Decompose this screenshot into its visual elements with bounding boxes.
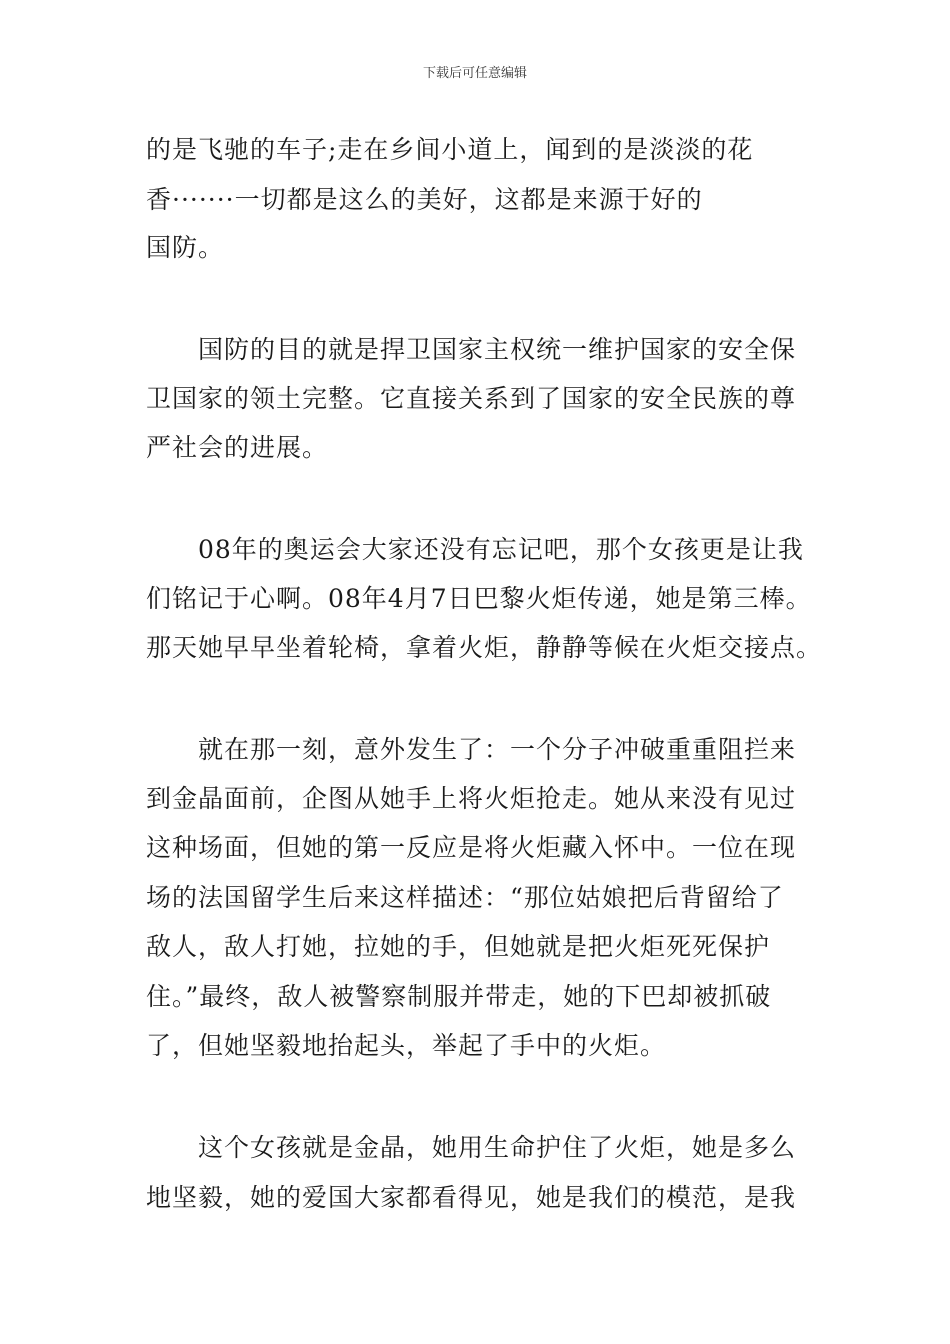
- text-line: 香·······一切都是这么的美好，这都是来源于好的: [146, 185, 703, 214]
- paragraph-first-line: 08年的奥运会大家还没有忘记吧，那个女孩更是让我: [198, 535, 804, 564]
- text-line: 卫国家的领土完整。它直接关系到了国家的安全民族的尊: [146, 384, 797, 413]
- paragraph-first-line: 国防的目的就是捍卫国家主权统一维护国家的安全保: [198, 335, 797, 364]
- page-header: 下载后可任意编辑: [422, 66, 527, 81]
- text-line: 国防。: [146, 233, 225, 262]
- paragraph-first-line: 这个女孩就是金晶，她用生命护住了火炬，她是多么: [198, 1133, 797, 1162]
- text-line: 那天她早早坐着轮椅，拿着火炬，静静等候在火炬交接点。: [146, 633, 823, 662]
- text-line: 敌人，敌人打她，拉她的手，但她就是把火炬死死保护: [146, 932, 771, 961]
- text-line: 这种场面，但她的第一反应是将火炬藏入怀中。一位在现: [146, 833, 797, 862]
- text-line: 的是飞驰的车子;走在乡间小道上，闻到的是淡淡的花: [146, 135, 754, 164]
- text-line: 到金晶面前，企图从她手上将火炬抢走。她从来没有见过: [146, 784, 797, 813]
- text-line: 地坚毅，她的爱国大家都看得见，她是我们的模范，是我: [146, 1183, 797, 1212]
- text-line: 了，但她坚毅地抬起头，举起了手中的火炬。: [146, 1031, 667, 1060]
- text-line: 场的法国留学生后来这样描述：“那位姑娘把后背留给了: [146, 883, 784, 912]
- text-line: 住。”最终，敌人被警察制服并带走，她的下巴却被抓破: [146, 982, 772, 1011]
- paragraph-first-line: 就在那一刻，意外发生了：一个分子冲破重重阻拦来: [198, 735, 797, 764]
- text-line: 们铭记于心啊。08年4月7日巴黎火炬传递，她是第三棒。: [146, 584, 812, 613]
- text-line: 严社会的进展。: [146, 433, 329, 462]
